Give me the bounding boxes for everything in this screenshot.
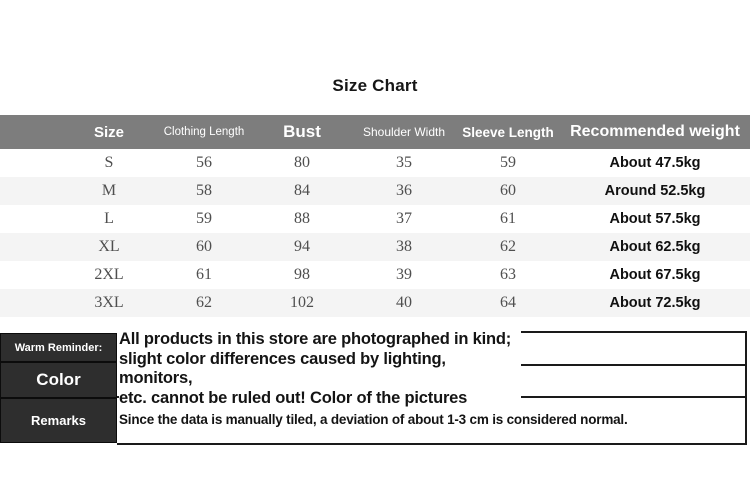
cell-recommended-weight: About 57.5kg bbox=[609, 211, 701, 227]
reminder-line-1: All products in this store are photographed in kind; bbox=[119, 330, 512, 348]
cell-bust: 84 bbox=[294, 182, 310, 199]
cell-bust: 94 bbox=[294, 238, 310, 255]
cell-shoulder-width: 35 bbox=[396, 154, 412, 171]
cell-size: M bbox=[101, 182, 117, 199]
cell-size: 3XL bbox=[94, 294, 124, 311]
reminder-line-3: etc. cannot be ruled out! Color of the pictures bbox=[119, 388, 468, 407]
cell-shoulder-width: 40 bbox=[396, 294, 412, 311]
color-label: Color bbox=[1, 363, 116, 399]
notes-mid-rule bbox=[516, 364, 747, 366]
size-table bbox=[0, 115, 750, 317]
column-header-clothing-length: Clothing Length bbox=[163, 126, 245, 138]
remarks-label: Remarks bbox=[1, 399, 116, 442]
cell-shoulder-width: 39 bbox=[396, 266, 412, 283]
cell-sleeve-length: 62 bbox=[500, 238, 516, 255]
cell-bust: 88 bbox=[294, 210, 310, 227]
table-row bbox=[0, 289, 750, 317]
cell-shoulder-width: 37 bbox=[396, 210, 412, 227]
reminder-text bbox=[119, 330, 521, 408]
cell-recommended-weight: Around 52.5kg bbox=[604, 183, 706, 199]
notes-bottom-rule bbox=[117, 443, 747, 445]
cell-clothing-length: 61 bbox=[196, 266, 212, 283]
notes-right-rule bbox=[745, 331, 747, 445]
table-row bbox=[0, 149, 750, 177]
warm-reminder-label: Warm Reminder: bbox=[1, 334, 116, 363]
cell-sleeve-length: 61 bbox=[500, 210, 516, 227]
cell-shoulder-width: 36 bbox=[396, 182, 412, 199]
cell-bust: 98 bbox=[294, 266, 310, 283]
table-row bbox=[0, 205, 750, 233]
cell-clothing-length: 62 bbox=[196, 294, 212, 311]
cell-size: XL bbox=[98, 238, 120, 255]
cell-recommended-weight: About 72.5kg bbox=[609, 295, 701, 311]
column-header-sleeve-length: Sleeve Length bbox=[462, 124, 554, 140]
column-header-shoulder-width: Shoulder Width bbox=[362, 125, 446, 139]
table-row bbox=[0, 261, 750, 289]
table-row bbox=[0, 177, 750, 205]
cell-bust: 80 bbox=[294, 154, 310, 171]
cell-shoulder-width: 38 bbox=[396, 238, 412, 255]
notes-top-rule bbox=[510, 331, 747, 333]
cell-sleeve-length: 60 bbox=[500, 182, 516, 199]
cell-sleeve-length: 63 bbox=[500, 266, 516, 283]
cell-size: 2XL bbox=[94, 266, 124, 283]
reminder-line-2: slight color differences caused by lighting, monitors, bbox=[119, 349, 446, 387]
cell-clothing-length: 56 bbox=[196, 154, 212, 171]
table-header-row bbox=[0, 115, 750, 149]
cell-sleeve-length: 59 bbox=[500, 154, 516, 171]
notes-label-column bbox=[0, 333, 117, 443]
cell-recommended-weight: About 67.5kg bbox=[609, 267, 701, 283]
cell-size: S bbox=[104, 154, 114, 171]
remarks-text: Since the data is manually tiled, a deviation of about 1-3 cm is considered normal. bbox=[119, 412, 628, 427]
cell-bust: 102 bbox=[290, 294, 314, 311]
cell-size: L bbox=[104, 210, 114, 227]
column-header-size: Size bbox=[93, 123, 124, 141]
cell-recommended-weight: About 47.5kg bbox=[609, 155, 701, 171]
cell-clothing-length: 59 bbox=[196, 210, 212, 227]
column-header-bust: Bust bbox=[283, 122, 321, 141]
column-header-recommended-weight: Recommended weight bbox=[570, 123, 740, 140]
cell-clothing-length: 60 bbox=[196, 238, 212, 255]
table-row bbox=[0, 233, 750, 261]
cell-sleeve-length: 64 bbox=[500, 294, 516, 311]
cell-clothing-length: 58 bbox=[196, 182, 212, 199]
page-title: Size Chart bbox=[332, 76, 418, 95]
cell-recommended-weight: About 62.5kg bbox=[609, 239, 701, 255]
